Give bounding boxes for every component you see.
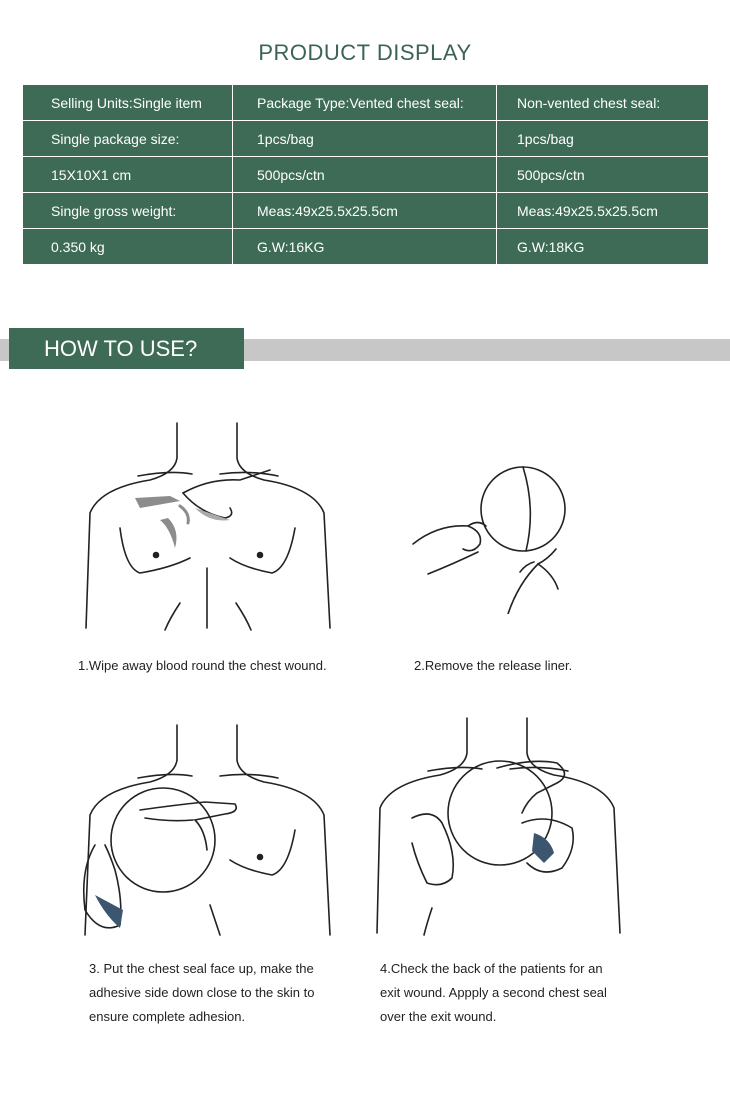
- step-4-caption: [380, 957, 607, 1029]
- table-row: [23, 85, 709, 121]
- caption-line: 1.Wipe away blood round the chest wound.: [78, 658, 327, 673]
- table-row: [23, 121, 709, 157]
- table-cell: 500pcs/ctn: [233, 157, 497, 193]
- table-cell: Meas:49x25.5x25.5cm: [497, 193, 709, 229]
- table-cell: 500pcs/ctn: [497, 157, 709, 193]
- step-2-caption: [414, 654, 572, 678]
- table-cell: 1pcs/bag: [233, 121, 497, 157]
- table-cell: 0.350 kg: [23, 229, 233, 265]
- caption-line: 3. Put the chest seal face up, make the: [89, 961, 314, 976]
- product-display-title: PRODUCT DISPLAY: [258, 40, 472, 65]
- table-cell: Meas:49x25.5x25.5cm: [233, 193, 497, 229]
- table-cell: Selling Units:Single item: [23, 85, 233, 121]
- table-cell: 15X10X1 cm: [23, 157, 233, 193]
- caption-line: 2.Remove the release liner.: [414, 658, 573, 673]
- chest-wipe-illustration: [80, 418, 340, 633]
- caption-line: 4.Check the back of the patients for an: [380, 961, 603, 976]
- caption-line: adhesive side down close to the skin to: [89, 985, 315, 1000]
- caption-line: over the exit wound.: [380, 1009, 497, 1024]
- table-cell: Non-vented chest seal:: [497, 85, 709, 121]
- exit-wound-illustration: [372, 713, 627, 938]
- how-to-use-heading: HOW TO USE?: [9, 328, 244, 369]
- caption-line: ensure complete adhesion.: [89, 1009, 246, 1024]
- caption-line: exit wound. Appply a second chest seal: [380, 985, 607, 1000]
- step-1-caption: [78, 654, 327, 678]
- release-liner-illustration: [408, 464, 583, 614]
- table-cell: G.W:16KG: [233, 229, 497, 265]
- table-cell: 1pcs/bag: [497, 121, 709, 157]
- table-cell: G.W:18KG: [497, 229, 709, 265]
- table-cell: Single package size:: [23, 121, 233, 157]
- table-cell: Single gross weight:: [23, 193, 233, 229]
- table-cell: Package Type:Vented chest seal:: [233, 85, 497, 121]
- product-spec-table: [22, 84, 709, 265]
- apply-seal-illustration: [75, 720, 340, 940]
- step-3-caption: [89, 957, 314, 1029]
- table-row: [23, 193, 709, 229]
- table-row: [23, 229, 709, 265]
- table-row: [23, 157, 709, 193]
